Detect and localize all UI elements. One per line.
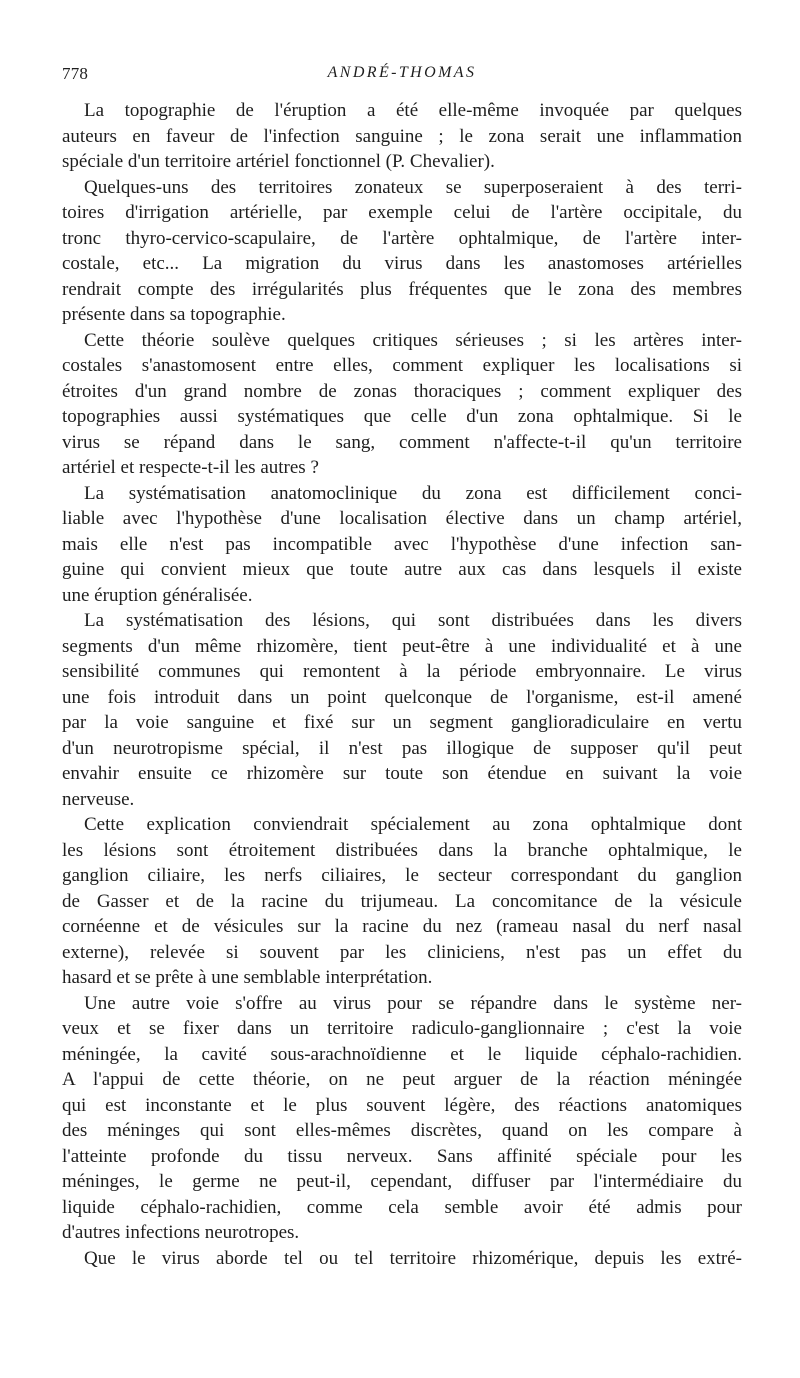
text-line: artériel et respecte-t-il les autres ? <box>62 457 319 478</box>
text-line: Que le virus aborde tel ou tel territoire rhizomérique, depuis les extré- <box>84 1247 742 1269</box>
text-line: segments d'un même rhizomère, tient peut-être à une individualité et à une <box>62 635 742 657</box>
text-line: par la voie sanguine et fixé sur un segment ganglioradiculaire en vertu <box>62 712 742 733</box>
text-line: l'atteinte profonde du tissu nerveux. Sans affinité spéciale pour les <box>62 1145 742 1167</box>
text-line: les lésions sont étroitement distribuées dans la branche ophtalmique, le <box>62 839 742 861</box>
text-line: A l'appui de cette théorie, on ne peut arguer de la réaction méningée <box>62 1069 742 1090</box>
text-line: liquide céphalo-rachidien, comme cela semble avoir été admis pour <box>62 1196 742 1218</box>
text-line: auteurs en faveur de l'infection sanguine ; le zona serait une inflammation <box>62 125 742 147</box>
running-head <box>62 64 742 88</box>
text-line: topographies aussi systématiques que celle d'un zona ophtalmique. Si le <box>62 406 742 427</box>
text-line: tronc thyro-cervico-scapulaire, de l'artère ophtalmique, de l'artère inter- <box>62 227 742 249</box>
text-line: étroites d'un grand nombre de zonas thoraciques ; comment expliquer des <box>62 380 742 402</box>
text-line: liable avec l'hypothèse d'une localisation élective dans un champ artériel, <box>62 508 742 529</box>
text-line: cornéenne et de vésicules sur la racine du nez (rameau nasal du nerf nasal <box>62 916 742 937</box>
text-line: Une autre voie s'offre au virus pour se répandre dans le système ner- <box>84 992 742 1014</box>
text-line: Cette théorie soulève quelques critiques sérieuses ; si les artères inter- <box>84 329 742 351</box>
text-line: de Gasser et de la racine du trijumeau. La concomitance de la vésicule <box>62 890 742 912</box>
text-line: une fois introduit dans un point quelconque de l'organisme, est-il amené <box>62 686 742 708</box>
text-line: veux et se fixer dans un territoire radiculo-ganglionnaire ; c'est la voie <box>62 1018 742 1039</box>
text-line: méninges, le germe ne peut-il, cependant, diffuser par l'intermédiaire du <box>62 1171 742 1192</box>
text-line: des méninges qui sont elles-mêmes discrètes, quand on les compare à <box>62 1120 742 1141</box>
text-line: d'autres infections neurotropes. <box>62 1222 300 1243</box>
text-line: envahir ensuite ce rhizomère sur toute son étendue en suivant la voie <box>62 763 742 784</box>
text-line: La systématisation des lésions, qui sont distribuées dans les divers <box>84 610 742 631</box>
text-line: toires d'irrigation artérielle, par exemple celui de l'artère occipitale, du <box>62 202 742 223</box>
text-line: d'un neurotropisme spécial, il n'est pas illogique de supposer qu'il peut <box>62 737 742 759</box>
text-line: mais elle n'est pas incompatible avec l'hypothèse d'une infection san- <box>62 533 742 555</box>
text-line: costale, etc... La migration du virus dans les anastomoses artérielles <box>62 253 742 274</box>
text-line: sensibilité communes qui remontent à la période embryonnaire. Le virus <box>62 661 742 682</box>
text-line: Cette explication conviendrait spécialement au zona ophtalmique dont <box>84 814 742 835</box>
text-line: La systématisation anatomoclinique du zona est difficilement conci- <box>84 482 742 504</box>
text-line: virus se répand dans le sang, comment n'affecte-t-il qu'un territoire <box>62 431 742 453</box>
text-line: guine qui convient mieux que toute autre aux cas dans lesquels il existe <box>62 559 742 580</box>
text-line: hasard et se prête à une semblable interprétation. <box>62 967 433 988</box>
text-line: qui est inconstante et le plus souvent légère, des réactions anatomiques <box>62 1094 742 1116</box>
text-line: La topographie de l'éruption a été elle-même invoquée par quelques <box>84 100 742 121</box>
text-line: méningée, la cavité sous-arachnoïdienne et le liquide céphalo-rachidien. <box>62 1043 742 1065</box>
running-title: ANDRÉ-THOMAS <box>327 64 477 81</box>
text-line: ganglion ciliaire, les nerfs ciliaires, le secteur correspondant du ganglion <box>62 865 742 886</box>
text-line: costales s'anastomosent entre elles, comment expliquer les localisations si <box>62 355 742 376</box>
text-line: Quelques-uns des territoires zonateux se superposeraient à des terri- <box>84 176 742 198</box>
text-line: spéciale d'un territoire artériel fonctionnel (P. Chevalier). <box>62 151 495 172</box>
text-line: rendrait compte des irrégularités plus fréquentes que le zona des membres <box>62 278 742 300</box>
text-line: présente dans sa topographie. <box>62 304 286 325</box>
body-text <box>62 98 742 1271</box>
text-line: nerveuse. <box>62 788 135 810</box>
page-number: 778 <box>62 64 89 83</box>
text-line: une éruption généralisée. <box>62 584 253 606</box>
text-line: externe), relevée si souvent par les cliniciens, n'est pas un effet du <box>62 941 742 963</box>
